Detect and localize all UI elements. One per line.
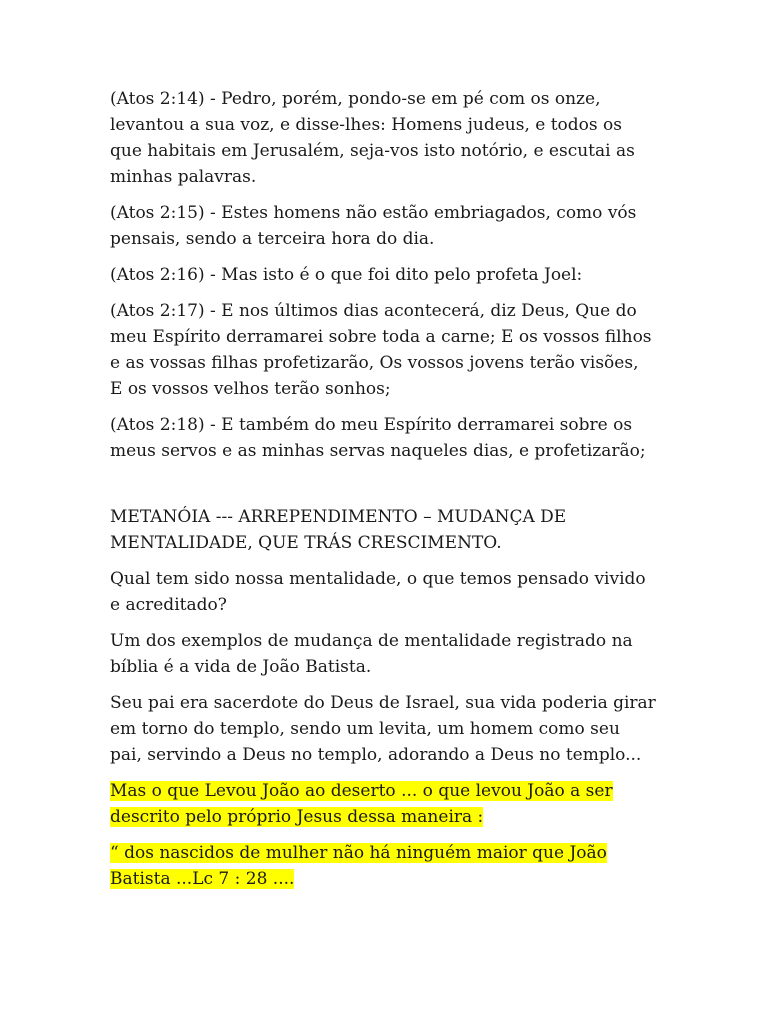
- paragraph-atos-2-16: [110, 262, 670, 288]
- highlighted-quote-lc-7-28: [110, 840, 670, 892]
- section-heading-metanoia: [110, 504, 670, 556]
- text-line: (Atos 2:14) - Pedro, porém, pondo-se em pé com os onze,: [110, 89, 601, 109]
- text-line: minhas palavras.: [110, 167, 257, 187]
- highlighted-text-line: descrito pelo próprio Jesus dessa maneira :: [110, 807, 484, 827]
- paragraph-example-joao-batista: [110, 628, 670, 680]
- text-line: (Atos 2:18) - E também do meu Espírito derramarei sobre os: [110, 415, 633, 435]
- text-line: MENTALIDADE, QUE TRÁS CRESCIMENTO.: [110, 533, 502, 553]
- paragraph-atos-2-14: [110, 86, 670, 190]
- paragraph-atos-2-17: [110, 298, 670, 402]
- text-line: em torno do templo, sendo um levita, um homem como seu: [110, 719, 620, 739]
- text-line: meu Espírito derramarei sobre toda a carne; E os vossos filhos: [110, 327, 652, 347]
- text-line: Seu pai era sacerdote do Deus de Israel, sua vida poderia girar: [110, 693, 656, 713]
- text-line: (Atos 2:16) - Mas isto é o que foi dito pelo profeta Joel:: [110, 265, 583, 285]
- text-line: Qual tem sido nossa mentalidade, o que temos pensado vivido: [110, 569, 646, 589]
- text-line: pensais, sendo a terceira hora do dia.: [110, 229, 435, 249]
- document-page: [110, 86, 670, 902]
- paragraph-father-priest: [110, 690, 670, 768]
- highlighted-text-line: Mas o que Levou João ao deserto ... o que levou João a ser: [110, 781, 613, 801]
- highlighted-paragraph-desert: [110, 778, 670, 830]
- text-line: levantou a sua voz, e disse-lhes: Homens judeus, e todos os: [110, 115, 622, 135]
- text-line: que habitais em Jerusalém, seja-vos isto notório, e escutai as: [110, 141, 635, 161]
- text-line: (Atos 2:17) - E nos últimos dias acontecerá, diz Deus, Que do: [110, 301, 637, 321]
- paragraph-atos-2-18: [110, 412, 670, 464]
- paragraph-question-mentality: [110, 566, 670, 618]
- text-line: E os vossos velhos terão sonhos;: [110, 379, 391, 399]
- paragraph-atos-2-15: [110, 200, 670, 252]
- text-line: pai, servindo a Deus no templo, adorando a Deus no templo...: [110, 745, 642, 765]
- text-line: Um dos exemplos de mudança de mentalidade registrado na: [110, 631, 633, 651]
- text-line: meus servos e as minhas servas naqueles dias, e profetizarão;: [110, 441, 646, 461]
- text-line: e as vossas filhas profetizarão, Os vossos jovens terão visões,: [110, 353, 639, 373]
- text-line: bíblia é a vida de João Batista.: [110, 657, 372, 677]
- text-line: (Atos 2:15) - Estes homens não estão embriagados, como vós: [110, 203, 637, 223]
- text-line: e acreditado?: [110, 595, 227, 615]
- highlighted-text-line: “ dos nascidos de mulher não há ninguém maior que João: [110, 843, 607, 863]
- highlighted-text-line: Batista ...Lc 7 : 28 ....: [110, 869, 295, 889]
- text-line: METANÓIA --- ARREPENDIMENTO – MUDANÇA DE: [110, 507, 567, 527]
